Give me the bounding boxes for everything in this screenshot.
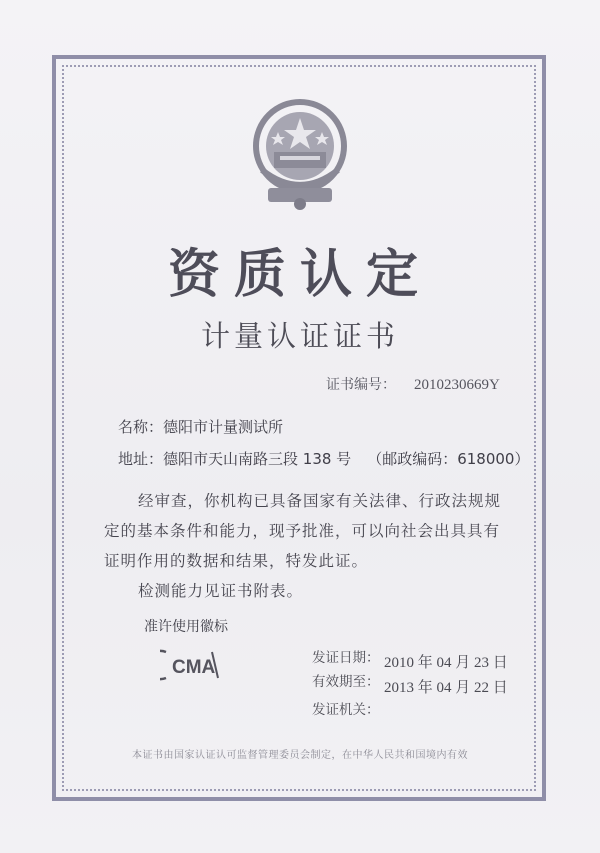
cma-mark-text: CMA	[172, 657, 216, 678]
body-paragraph-2: 检测能力见证书附表。	[138, 582, 304, 600]
issue-date-value: 2010 年 04 月 23 日	[384, 655, 508, 671]
address-row	[118, 448, 529, 469]
mark-label: 准许使用徽标	[144, 619, 228, 635]
cert-number-label: 证书编号：	[326, 377, 396, 393]
name-label: 名称：	[118, 418, 164, 436]
address-label: 地址：	[118, 450, 164, 468]
name-value: 德阳市计量测试所	[163, 418, 284, 436]
address-value: 德阳市天山南路三段 138 号	[163, 450, 352, 468]
name-row	[118, 416, 283, 437]
certificate-footer: 本证书由国家认证认可监督管理委员会制定，在中华人民共和国境内有效	[132, 750, 468, 761]
postcode: （邮政编码：618000）	[367, 450, 530, 468]
certificate-title: 资质认定	[167, 244, 432, 305]
cert-number-value: 2010230669Y	[414, 377, 500, 393]
certificate-body	[104, 486, 504, 606]
cma-mark-icon	[160, 648, 220, 682]
issuer-label: 发证机关：	[312, 702, 380, 718]
certificate-subtitle: 计量认证证书	[200, 319, 399, 353]
valid-until-label: 有效期至：	[312, 674, 380, 690]
issue-date-label: 发证日期：	[312, 650, 380, 666]
body-paragraph-1: 经审查，你机构已具备国家有关法律、行政法规规定的基本条件和能力，现予批准，可以向社会出具具有证明作用的数据和结果，特发此证。	[104, 492, 502, 570]
national-emblem-icon	[244, 92, 356, 214]
cert-number-row	[326, 374, 500, 394]
valid-until-value: 2013 年 04 月 22 日	[384, 680, 508, 696]
